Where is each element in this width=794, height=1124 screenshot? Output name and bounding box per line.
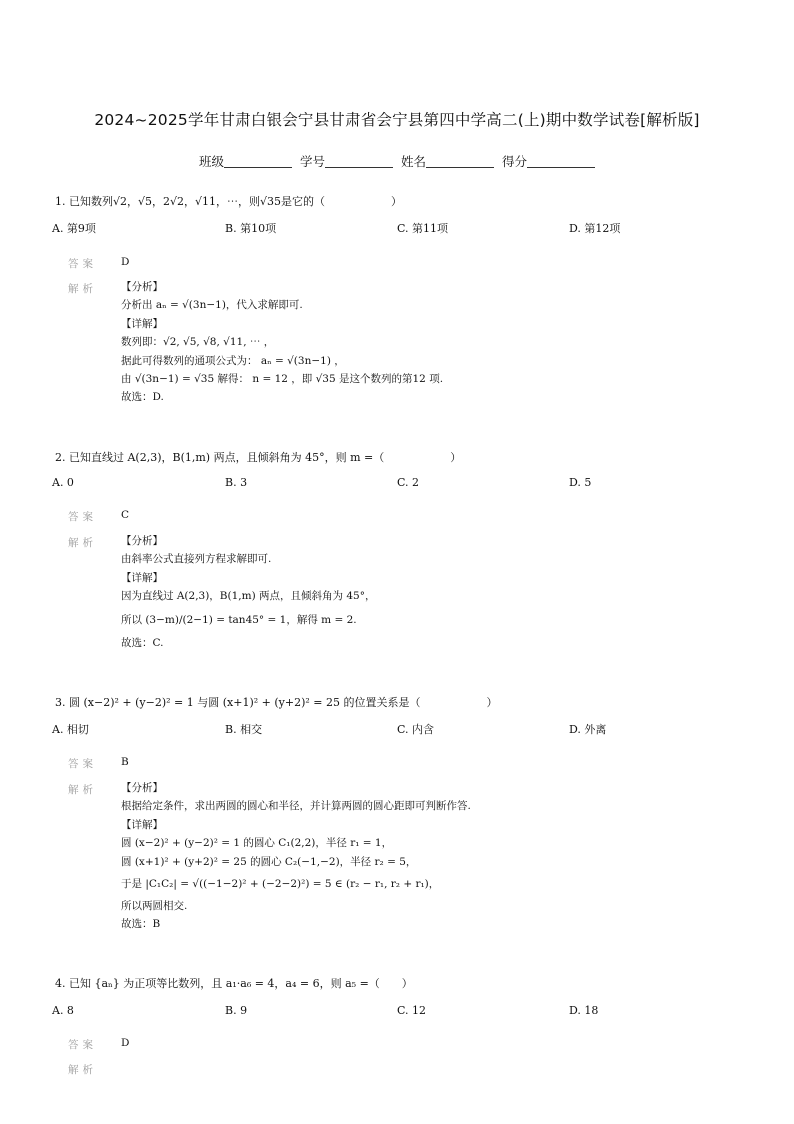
analysis-line: 于是 |C₁C₂| = √((−1−2)² + (−2−2)²) = 5 ∈ (r₂ − r₁, r₂ + r₁)， (121, 877, 440, 890)
analysis-line: 【详解】 (121, 571, 163, 584)
answer-label: 答案 (68, 258, 97, 270)
analysis-line: 故选：B (121, 918, 161, 931)
analysis-line: 分析出 aₙ = √(3n−1)，代入求解即可. (121, 299, 303, 312)
choice-b: B. 3 (225, 476, 248, 489)
question-1-stem: 1. 已知数列√2，√5，2√2，√11，⋯，则√35是它的（ ） (55, 195, 403, 208)
name-blank (426, 155, 494, 168)
choice-b: B. 9 (225, 1004, 248, 1017)
name-field (401, 152, 494, 170)
choice-d: D. 外离 (569, 723, 607, 736)
analysis-line: 由 √(3n−1) = √35 解得： n = 12 ，即 √35 是这个数列的第12 项. (121, 372, 444, 385)
choice-a: A. 0 (52, 476, 74, 489)
analysis-line: 【详解】 (121, 818, 163, 831)
choice-c: C. 12 (397, 1004, 427, 1017)
choice-c: C. 内含 (397, 723, 435, 736)
class-field (199, 152, 292, 170)
analysis-line: 所以两圆相交. (121, 899, 188, 912)
answer-label: 答案 (68, 511, 97, 523)
question-2-stem: 2. 已知直线过 A(2,3)，B(1,m) 两点，且倾斜角为 45°，则 m =（ ） (55, 451, 462, 464)
question-2-answer: C (121, 509, 130, 521)
student-info-line (0, 152, 794, 170)
choice-a: A. 8 (52, 1004, 74, 1017)
analysis-line: 数列即：√2, √5, √8, √11, ⋯ ， (121, 336, 275, 349)
analysis-line: 据此可得数列的通项公式为： aₙ = √(3n−1) ， (121, 354, 345, 367)
question-3-answer: B (121, 756, 129, 768)
analysis-label: 解析 (68, 537, 97, 549)
question-1-analysis (121, 278, 443, 407)
score-field (502, 152, 595, 170)
question-3-stem: 3. 圆 (x−2)² + (y−2)² = 1 与圆 (x+1)² + (y+2)² = 25 的位置关系是（ ） (55, 696, 498, 709)
name-label: 姓名 (401, 154, 427, 169)
analysis-line: 【分析】 (121, 281, 163, 293)
analysis-line: 故选：C. (121, 636, 164, 649)
page-title: 2024~2025学年甘肃白银会宁县甘肃省会宁县第四中学高二(上)期中数学试卷[解析版] (94, 111, 700, 129)
analysis-line: 【分析】 (121, 535, 163, 547)
choice-a: A. 相切 (52, 723, 89, 736)
analysis-line: 故选：D. (121, 391, 164, 404)
analysis-line: 因为直线过 A(2,3)，B(1,m) 两点，且倾斜角为 45°， (121, 590, 376, 603)
choice-b: B. 第10项 (225, 222, 277, 235)
analysis-label: 解析 (68, 283, 97, 295)
question-4-answer: D (121, 1037, 130, 1049)
question-3-analysis (121, 779, 471, 934)
choice-d: D. 第12项 (569, 222, 621, 235)
score-label: 得分 (502, 154, 528, 169)
choice-d: D. 18 (569, 1004, 599, 1017)
class-label: 班级 (198, 154, 224, 169)
answer-label: 答案 (68, 1039, 97, 1051)
analysis-line: 【分析】 (121, 782, 163, 794)
analysis-label: 解析 (68, 784, 97, 796)
analysis-line: 圆 (x−2)² + (y−2)² = 1 的圆心 C₁(2,2)，半径 r₁ = 1， (121, 837, 393, 850)
question-1-answer: D (121, 256, 130, 268)
analysis-label: 解析 (68, 1064, 97, 1076)
analysis-line: 【详解】 (121, 317, 163, 330)
number-label: 学号 (299, 154, 325, 169)
analysis-line: 由斜率公式直接列方程求解即可. (121, 553, 272, 566)
answer-label: 答案 (68, 758, 97, 770)
choice-b: B. 相交 (225, 723, 263, 736)
choice-c: C. 2 (397, 476, 420, 489)
score-blank (527, 155, 595, 168)
choice-d: D. 5 (569, 476, 592, 489)
question-4-stem: 4. 已知 {aₙ} 为正项等比数列，且 a₁·a₆ = 4，a₄ = 6，则 a₅ =（ ） (55, 977, 413, 990)
analysis-line: 圆 (x+1)² + (y+2)² = 25 的圆心 C₂(−1,−2)，半径 r₂ = 5， (121, 855, 417, 868)
class-blank (224, 155, 292, 168)
choice-a: A. 第9项 (52, 222, 96, 235)
analysis-line: 根据给定条件，求出两圆的圆心和半径，并计算两圆的圆心距即可判断作答. (121, 800, 471, 813)
analysis-line: 所以 (3−m)/(2−1) = tan45° = 1，解得 m = 2. (121, 613, 357, 626)
number-blank (325, 155, 393, 168)
question-2-analysis (121, 532, 375, 652)
choice-c: C. 第11项 (397, 222, 449, 235)
number-field (300, 152, 393, 170)
